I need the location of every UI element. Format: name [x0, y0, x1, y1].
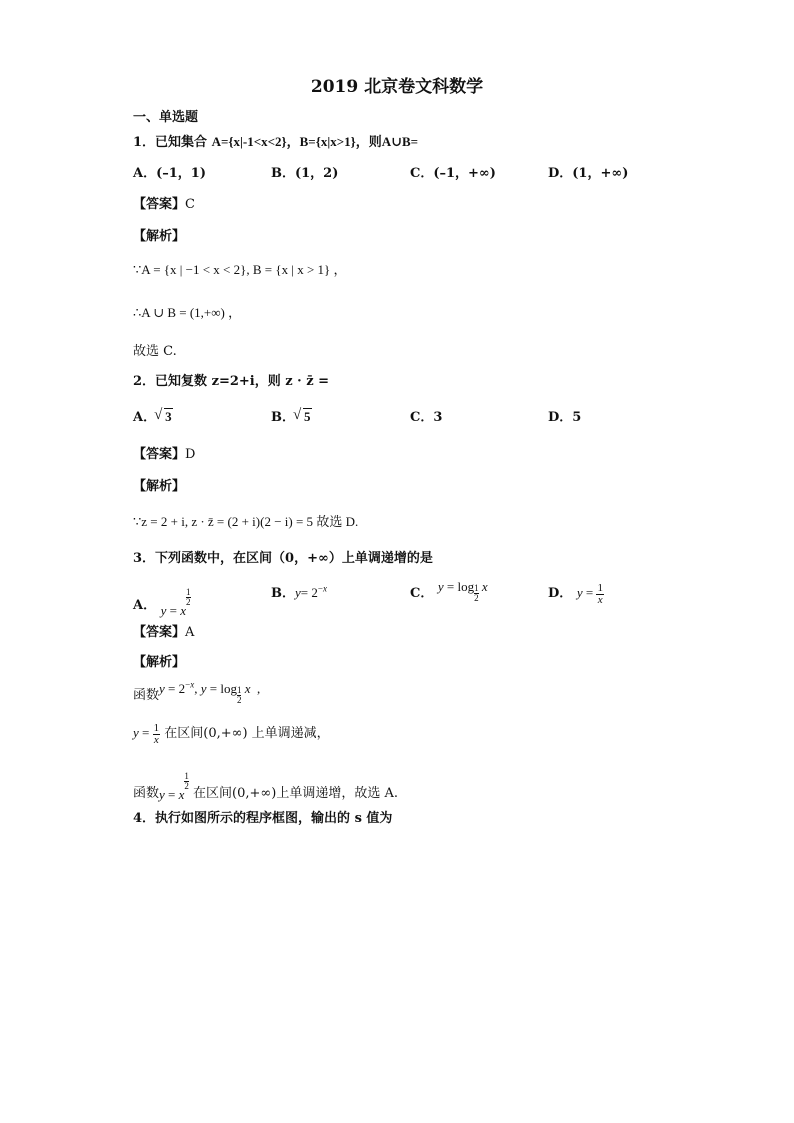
- q2-option-a-radicand: 3: [165, 409, 172, 424]
- q1-analysis-label: 【解析】: [133, 229, 186, 244]
- q3-option-a: [133, 582, 191, 618]
- q3-line3-prefix: 函数: [133, 786, 160, 801]
- q3-analysis-label: 【解析】: [133, 655, 186, 670]
- q3-line3-expr: y = x $^{\frac{1}{2}}$: [159, 771, 189, 802]
- q3-option-a-expr: y = x $^{\frac{1}{2}}$: [160, 587, 191, 618]
- q3-line3-tail: 在区间(0,+∞)上单调递增，故选 A.: [188, 786, 398, 801]
- q1-option-c: C．(–1，+∞): [410, 166, 496, 181]
- q3-option-b-label: B．: [271, 586, 295, 601]
- q3-option-b-expr: $y= 2^{-x}$: [295, 583, 327, 600]
- q3-option-c-expr: y = log $_{\frac{1}{2}}$ x: [437, 579, 488, 603]
- q2-answer-label: 【答案】: [133, 447, 186, 462]
- q3-option-d: [548, 582, 604, 606]
- q1-conclusion: 故选 C.: [133, 344, 177, 359]
- q1-option-d: D．(1，+∞): [548, 166, 629, 181]
- q1-answer-value: C: [185, 197, 195, 212]
- q2-analysis-tail: 故选 D.: [313, 514, 359, 529]
- q3-line1-prefix: 函数: [133, 688, 160, 703]
- q4-stem: 4．执行如图所示的程序框图，输出的 s 值为: [133, 811, 393, 826]
- q1-option-b: B．(1，2): [271, 166, 339, 181]
- q2-option-a: [133, 406, 173, 425]
- q2-answer-value: D: [185, 447, 196, 462]
- q3-stem: 3．下列函数中，在区间（0，+∞）上单调递增的是: [133, 551, 433, 566]
- q1-stem-math: A={x|-1<x<2}，B={x|x>1}，则A∪B=: [211, 134, 419, 149]
- q1-stem: [133, 131, 418, 150]
- page-title: 2019 北京卷文科数学: [310, 77, 484, 97]
- q2-option-d: D．5: [548, 410, 582, 425]
- q2-option-b-label: B．: [271, 410, 295, 425]
- section-heading: 一、单选题: [133, 110, 199, 125]
- q2-option-b: [271, 406, 312, 425]
- q3-line1-expr: $y = 2^{-x}$, y = log $_{\frac{1}{2}}$ x ,: [159, 679, 261, 705]
- q3-option-a-label: A．: [133, 598, 157, 613]
- q3-option-c-label: C．: [410, 586, 434, 601]
- q1-option-a: A．(–1，1): [133, 166, 206, 181]
- q2-option-a-label: A．: [133, 410, 157, 425]
- q2-option-c: C．3: [410, 410, 443, 425]
- q1-stem-prefix: 1．已知集合: [133, 135, 212, 150]
- q3-line2-expr: y = $\frac{1}{x}$: [133, 721, 160, 746]
- q3-option-d-expr: y = $\frac{1}{x}$: [576, 581, 603, 606]
- q1-answer-label: 【答案】: [133, 197, 186, 212]
- q3-answer: [133, 621, 194, 640]
- q3-line2-tail: 在区间(0,+∞) 上单调递减，: [160, 726, 330, 741]
- q3-analysis-line2: [133, 722, 330, 746]
- q3-answer-value: A: [185, 625, 195, 640]
- q2-answer: [133, 443, 195, 462]
- q1-answer: [133, 193, 195, 212]
- q2-analysis-line1: [133, 511, 358, 530]
- q2-option-a-sqrt: [156, 409, 173, 425]
- q2-analysis-eq: ∵z = 2 + i, z · z̄ = (2 + i)(2 − i) = 5: [133, 514, 314, 529]
- q3-analysis-line1: [133, 679, 261, 711]
- q2-analysis-label: 【解析】: [133, 479, 186, 494]
- q2-option-b-sqrt: [295, 409, 312, 425]
- q2-option-b-radicand: 5: [304, 409, 311, 424]
- q3-option-b: [271, 582, 327, 601]
- q2-stem: 2．已知复数 z=2+i，则 z · z̄ =: [133, 374, 330, 389]
- q3-option-c: [410, 579, 488, 609]
- q3-answer-label: 【答案】: [133, 625, 186, 640]
- q3-option-d-label: D．: [548, 586, 573, 601]
- q1-analysis-line1: ∵A = {x | −1 < x < 2}, B = {x | x > 1} ，: [133, 262, 347, 277]
- q3-analysis-line3: [133, 770, 398, 801]
- q1-analysis-line2: ∴A ∪ B = (1,+∞) ，: [133, 305, 242, 320]
